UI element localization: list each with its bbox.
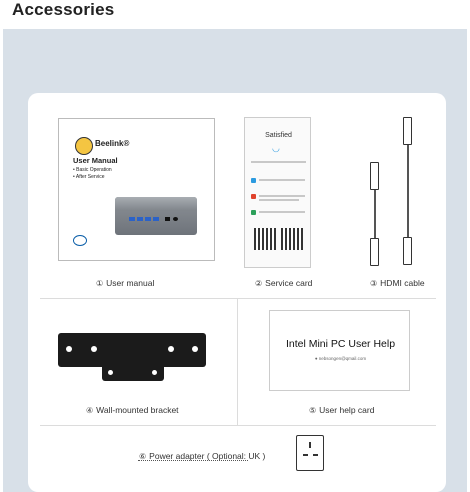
caption-service-card: ② Service card [255,278,313,288]
page-title: Accessories [12,0,115,19]
intel-logo-icon [73,235,87,246]
qr-code-icon [281,228,303,250]
service-card-title: Satisfied [265,132,292,139]
beelink-logo-icon [75,137,93,155]
user-help-card-image [269,310,410,391]
service-card-image [244,117,311,268]
caption-power-adapter: ⑥ Power adapter ( Optional: UK ) [139,451,266,461]
manual-brand: Beelink® [95,139,130,148]
caption-hdmi-cable: ③ HDMI cable [370,278,425,288]
caption-wall-bracket: ④ Wall-mounted bracket [86,405,179,415]
manual-item: • Basic Operation [73,167,112,173]
caption-underline [138,460,248,461]
mini-pc-icon [115,197,197,235]
qr-code-icon [254,228,276,250]
help-card-subtitle: ● nebsongen@qmail.com [314,356,367,361]
manual-item: • After Service [73,174,105,180]
user-manual-image [58,118,215,261]
wall-bracket-image [58,333,206,367]
manual-title: User Manual [73,156,118,165]
divider-horizontal [40,425,436,426]
smile-icon: ◡ [272,143,280,153]
divider-horizontal [40,298,436,299]
uk-plug-icon [296,435,324,471]
divider-vertical [237,298,238,425]
caption-user-manual: ① User manual [96,278,155,288]
help-card-title: Intel Mini PC User Help [285,338,396,350]
caption-user-help-card: ⑤ User help card [309,405,375,415]
